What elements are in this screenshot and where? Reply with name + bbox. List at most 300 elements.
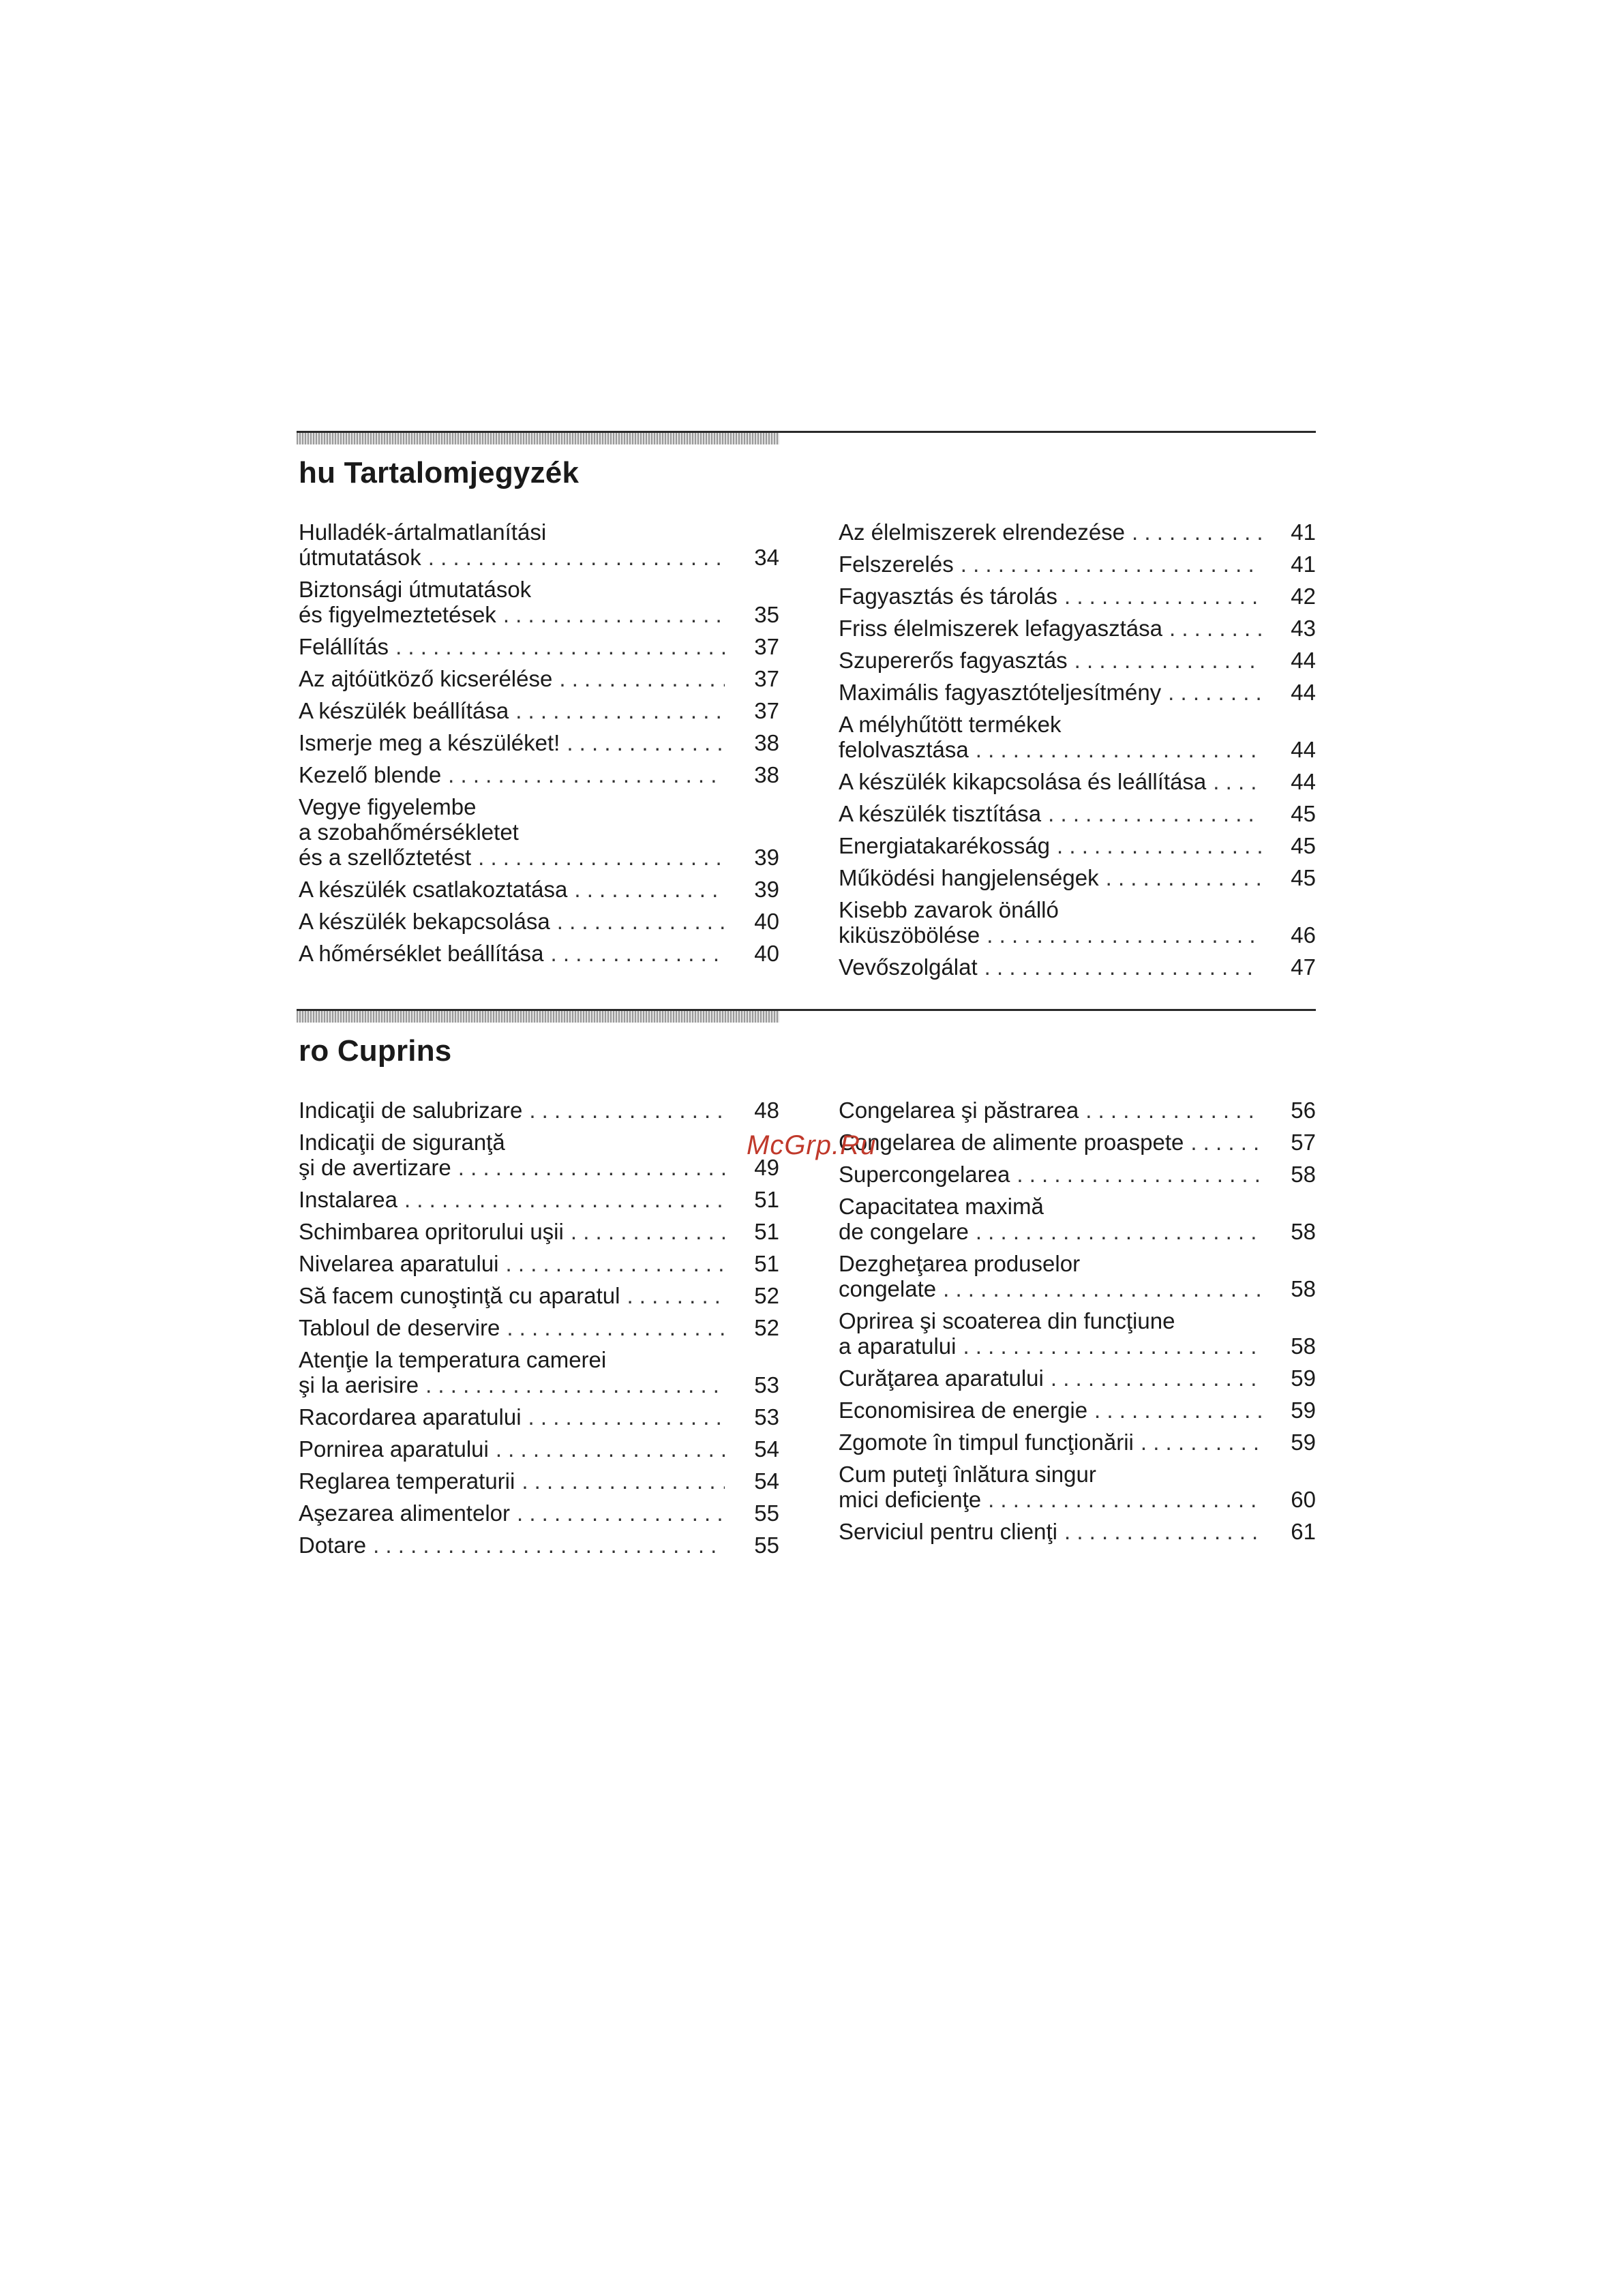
toc-entry-title xyxy=(839,712,1261,762)
dot-leader xyxy=(1206,769,1261,794)
toc-entry-title xyxy=(839,769,1261,794)
toc-entry-title xyxy=(839,954,1261,980)
toc-page-number: 37 xyxy=(754,634,779,659)
toc-page-number: 45 xyxy=(1291,833,1316,858)
toc-entry-title-line: Pornirea aparatului xyxy=(299,1436,489,1462)
toc-entry-last-line xyxy=(299,730,725,755)
toc-entry-last-line xyxy=(299,1436,725,1462)
dot-leader xyxy=(544,941,725,966)
toc-entry xyxy=(299,577,779,627)
toc-entry-last-line xyxy=(839,1487,1261,1512)
toc-entry-title xyxy=(299,909,725,934)
dot-leader xyxy=(441,762,725,787)
dot-leader xyxy=(954,552,1261,577)
toc-entry-title xyxy=(839,1365,1261,1391)
toc-entry-title xyxy=(839,801,1261,826)
toc-entry-title xyxy=(839,1194,1261,1244)
toc-entry-title-line: Congelarea de alimente proaspete xyxy=(839,1130,1184,1155)
toc-entry-title xyxy=(299,1347,725,1398)
toc-entry xyxy=(839,954,1316,980)
dot-leader xyxy=(1041,801,1261,826)
toc-entry-title-line: Oprirea şi scoaterea din funcţiune xyxy=(839,1308,1175,1333)
toc-entry-last-line xyxy=(299,845,725,870)
toc-page-number: 61 xyxy=(1291,1519,1316,1544)
toc-entry xyxy=(839,1462,1316,1512)
toc-entry xyxy=(839,833,1316,858)
toc-page-number: 59 xyxy=(1291,1398,1316,1423)
toc-entry-last-line xyxy=(839,648,1261,673)
dot-leader xyxy=(956,1333,1261,1359)
dot-leader xyxy=(969,737,1261,762)
toc-column-right xyxy=(839,519,1316,986)
toc-entry xyxy=(839,1098,1316,1123)
toc-entry-title xyxy=(299,762,725,787)
toc-entry-last-line xyxy=(839,1130,1261,1155)
toc-entry-last-line xyxy=(299,1468,725,1494)
dot-leader xyxy=(620,1283,725,1308)
toc-entry-title-line: Működési hangjelenségek xyxy=(839,865,1099,890)
toc-entry xyxy=(839,552,1316,577)
toc-page-number: 51 xyxy=(754,1187,779,1212)
toc-page-number: 37 xyxy=(754,698,779,723)
toc-column-left xyxy=(299,519,779,973)
dot-leader xyxy=(489,1436,725,1462)
toc-entry-last-line xyxy=(299,909,725,934)
toc-entry xyxy=(299,941,779,966)
toc-entry-title-line: A készülék kikapcsolása és leállítása xyxy=(839,769,1207,794)
toc-page-number: 57 xyxy=(1291,1130,1316,1155)
toc-entry-title-line: şi la aerisire xyxy=(299,1372,419,1398)
dot-leader xyxy=(980,922,1261,948)
toc-entry-title xyxy=(299,1436,725,1462)
toc-entry-title xyxy=(299,877,725,902)
dot-leader xyxy=(397,1187,725,1212)
toc-entry-title xyxy=(839,1162,1261,1187)
toc-entry xyxy=(839,680,1316,705)
dot-leader xyxy=(552,666,725,691)
toc-page-number: 54 xyxy=(754,1468,779,1494)
toc-entry-last-line xyxy=(839,865,1261,890)
section-rule-hatch xyxy=(297,1009,779,1023)
toc-entry-last-line xyxy=(839,737,1261,762)
toc-entry-title-line: Economisirea de energie xyxy=(839,1398,1088,1423)
toc-entry-last-line xyxy=(839,801,1261,826)
toc-entry-last-line xyxy=(299,1315,725,1340)
toc-entry-last-line xyxy=(839,616,1261,641)
toc-entry-last-line xyxy=(839,584,1261,609)
toc-entry-title xyxy=(299,1187,725,1212)
toc-page-number: 35 xyxy=(754,602,779,627)
toc-page-number: 51 xyxy=(754,1219,779,1244)
dot-leader xyxy=(1161,680,1261,705)
toc-page-number: 48 xyxy=(754,1098,779,1123)
dot-leader xyxy=(567,877,725,902)
toc-page-number: 53 xyxy=(754,1404,779,1430)
toc-page-number: 51 xyxy=(754,1251,779,1276)
section-rule-line xyxy=(297,1009,1316,1011)
toc-entry-title xyxy=(839,1130,1261,1155)
toc-entry xyxy=(299,730,779,755)
toc-entry-title xyxy=(299,1283,725,1308)
toc-entry-title-line: Az élelmiszerek elrendezése xyxy=(839,519,1126,545)
toc-entry-last-line xyxy=(839,1365,1261,1391)
toc-entry-title xyxy=(839,552,1261,577)
toc-entry-title-line: felolvasztása xyxy=(839,737,969,762)
toc-entry-title xyxy=(299,666,725,691)
toc-entry xyxy=(839,897,1316,948)
dot-leader xyxy=(1125,519,1261,545)
toc-entry-title-line: Serviciul pentru clienţi xyxy=(839,1519,1057,1544)
toc-entry-last-line xyxy=(839,1098,1261,1123)
toc-entry-title-line: Hulladék-ártalmatlanítási xyxy=(299,519,547,545)
toc-page-number: 41 xyxy=(1291,519,1316,545)
toc-entry-title-line: Indicaţii de salubrizare xyxy=(299,1098,523,1123)
toc-entry-last-line xyxy=(299,545,725,570)
dot-leader xyxy=(451,1155,725,1180)
toc-page-number: 42 xyxy=(1291,584,1316,609)
toc-entry-last-line xyxy=(299,877,725,902)
dot-leader xyxy=(936,1276,1261,1301)
toc-entry-title xyxy=(299,519,725,570)
toc-entry-last-line xyxy=(839,680,1261,705)
toc-entry-title-line: Fagyasztás és tárolás xyxy=(839,584,1057,609)
toc-entry-last-line xyxy=(839,833,1261,858)
toc-entry-last-line xyxy=(299,1098,725,1123)
toc-entry-title-line: A hőmérséklet beállítása xyxy=(299,941,544,966)
toc-entry-title-line: Cum puteţi înlătura singur xyxy=(839,1462,1096,1487)
toc-entry-last-line xyxy=(839,769,1261,794)
toc-page-number: 44 xyxy=(1291,769,1316,794)
toc-entry-title-line: Biztonsági útmutatások xyxy=(299,577,532,602)
toc-entry-title-line: Dotare xyxy=(299,1532,367,1558)
toc-page-number: 52 xyxy=(754,1283,779,1308)
toc-entry xyxy=(299,1130,779,1180)
toc-entry-title xyxy=(839,519,1261,545)
dot-leader xyxy=(499,1251,725,1276)
section-rule-line xyxy=(297,431,1316,433)
toc-entry-title xyxy=(839,897,1261,948)
toc-entry-title xyxy=(839,833,1261,858)
toc-page-number: 37 xyxy=(754,666,779,691)
toc-entry-title-line: Kezelő blende xyxy=(299,762,442,787)
toc-page-number: 39 xyxy=(754,845,779,870)
toc-page-number: 56 xyxy=(1291,1098,1316,1123)
toc-entry xyxy=(299,1347,779,1398)
toc-entry xyxy=(839,616,1316,641)
dot-leader xyxy=(1162,616,1261,641)
toc-entry-title xyxy=(839,1462,1261,1512)
toc-entry-title xyxy=(839,1519,1261,1544)
toc-page-number: 41 xyxy=(1291,552,1316,577)
dot-leader xyxy=(1099,865,1261,890)
toc-entry-last-line xyxy=(839,552,1261,577)
toc-page-number: 38 xyxy=(754,762,779,787)
toc-entry-title-line: Supercongelarea xyxy=(839,1162,1010,1187)
toc-entry xyxy=(299,1219,779,1244)
toc-entry-title-line: Felszerelés xyxy=(839,552,954,577)
toc-page-number: 34 xyxy=(754,545,779,570)
dot-leader xyxy=(1079,1098,1261,1123)
toc-entry xyxy=(299,1187,779,1212)
toc-entry xyxy=(299,877,779,902)
toc-entry-title-line: şi de avertizare xyxy=(299,1155,451,1180)
toc-entry-title xyxy=(299,577,725,627)
toc-entry-title-line: A mélyhűtött termékek xyxy=(839,712,1062,737)
toc-entry-title-line: Tabloul de deservire xyxy=(299,1315,500,1340)
toc-entry xyxy=(839,1251,1316,1301)
watermark: McGrp.Ru xyxy=(747,1130,877,1160)
toc-entry xyxy=(299,698,779,723)
toc-entry-title xyxy=(839,1430,1261,1455)
dot-leader xyxy=(509,698,725,723)
toc-entry xyxy=(839,584,1316,609)
toc-entry-title-line: A készülék csatlakoztatása xyxy=(299,877,568,902)
toc-entry-last-line xyxy=(839,1276,1261,1301)
toc-entry xyxy=(299,1436,779,1462)
toc-page-number: 43 xyxy=(1291,616,1316,641)
dot-leader xyxy=(550,909,725,934)
toc-entry-title xyxy=(839,1251,1261,1301)
toc-entry-last-line xyxy=(299,1155,725,1180)
dot-leader xyxy=(522,1404,725,1430)
dot-leader xyxy=(564,1219,725,1244)
toc-entry-title-line: A készülék tisztítása xyxy=(839,801,1042,826)
toc-page-number: 54 xyxy=(754,1436,779,1462)
toc-page-number: 39 xyxy=(754,877,779,902)
toc-entry-last-line xyxy=(839,1398,1261,1423)
toc-entry-last-line xyxy=(299,1404,725,1430)
toc-entry-title-line: A készülék bekapcsolása xyxy=(299,909,550,934)
toc-entry-title xyxy=(839,584,1261,609)
toc-entry xyxy=(839,801,1316,826)
toc-entry-title xyxy=(839,648,1261,673)
toc-entry xyxy=(839,1130,1316,1155)
toc-entry-title xyxy=(299,794,725,870)
toc-entry-title-line: Vevőszolgálat xyxy=(839,954,978,980)
toc-entry-title xyxy=(299,1468,725,1494)
toc-entry-last-line xyxy=(299,1187,725,1212)
toc-entry-title-line: Ismerje meg a készüléket! xyxy=(299,730,560,755)
toc-entry-title-line: Felállítás xyxy=(299,634,389,659)
toc-entry-last-line xyxy=(299,602,725,627)
dot-leader xyxy=(1050,833,1261,858)
toc-entry-last-line xyxy=(299,1219,725,1244)
toc-entry-title-line: Instalarea xyxy=(299,1187,397,1212)
toc-entry-title xyxy=(839,1308,1261,1359)
dot-leader xyxy=(366,1532,725,1558)
toc-entry-last-line xyxy=(299,634,725,659)
toc-entry-title xyxy=(839,865,1261,890)
toc-entry-title xyxy=(299,634,725,659)
dot-leader xyxy=(560,730,725,755)
toc-entry-title-line: és a szellőztetést xyxy=(299,845,472,870)
toc-entry xyxy=(299,1283,779,1308)
toc-entry-title xyxy=(299,1315,725,1340)
toc-page-number: 40 xyxy=(754,941,779,966)
toc-entry xyxy=(839,1308,1316,1359)
toc-entry-title xyxy=(299,1532,725,1558)
toc-page-number: 55 xyxy=(754,1500,779,1526)
toc-entry-title xyxy=(839,1398,1261,1423)
toc-entry-title-line: A készülék beállítása xyxy=(299,698,509,723)
toc-entry-title-line: Indicaţii de siguranţă xyxy=(299,1130,505,1155)
toc-entry-last-line xyxy=(839,922,1261,948)
toc-entry-last-line xyxy=(839,954,1261,980)
dot-leader xyxy=(1044,1365,1261,1391)
toc-page-number: 38 xyxy=(754,730,779,755)
dot-leader xyxy=(419,1372,725,1398)
toc-entry-title-line: Energiatakarékosság xyxy=(839,833,1051,858)
toc-entry-title-line: Aşezarea alimentelor xyxy=(299,1500,510,1526)
toc-entry-last-line xyxy=(299,1532,725,1558)
toc-entry-title-line: a szobahőmérsékletet xyxy=(299,819,519,845)
dot-leader xyxy=(1057,1519,1261,1544)
toc-page-number: 55 xyxy=(754,1532,779,1558)
toc-entry xyxy=(299,634,779,659)
toc-entry xyxy=(299,1315,779,1340)
toc-entry-title xyxy=(299,1500,725,1526)
toc-entry-last-line xyxy=(839,1219,1261,1244)
toc-entry-title-line: Vegye figyelembe xyxy=(299,794,477,819)
toc-entry-last-line xyxy=(299,666,725,691)
toc-entry xyxy=(839,1365,1316,1391)
toc-entry-title-line: Congelarea şi păstrarea xyxy=(839,1098,1079,1123)
toc-entry-last-line xyxy=(299,698,725,723)
toc-page-number: 60 xyxy=(1291,1487,1316,1512)
toc-entry-title xyxy=(839,680,1261,705)
toc-entry-title xyxy=(299,941,725,966)
toc-entry-last-line xyxy=(299,762,725,787)
toc-entry-title-line: kiküszöbölése xyxy=(839,922,980,948)
toc-page-number: 58 xyxy=(1291,1162,1316,1187)
toc-page-number: 40 xyxy=(754,909,779,934)
toc-entry xyxy=(299,762,779,787)
toc-entry-title-line: Să facem cunoştinţă cu aparatul xyxy=(299,1283,620,1308)
section-rule-hatch xyxy=(297,431,779,444)
toc-entry xyxy=(839,1162,1316,1187)
toc-entry xyxy=(299,794,779,870)
toc-entry-last-line xyxy=(839,1333,1261,1359)
toc-entry-title xyxy=(839,1098,1261,1123)
toc-entry-title xyxy=(839,616,1261,641)
toc-page-number: 53 xyxy=(754,1372,779,1398)
toc-page-number: 52 xyxy=(754,1315,779,1340)
toc-entry-title-line: Az ajtóütköző kicserélése xyxy=(299,666,553,691)
toc-entry-last-line xyxy=(839,1519,1261,1544)
toc-entry-title-line: Reglarea temperaturii xyxy=(299,1468,515,1494)
toc-entry-title-line: Racordarea aparatului xyxy=(299,1404,522,1430)
toc-entry-title-line: Schimbarea opritorului uşii xyxy=(299,1219,564,1244)
toc-page-number: 46 xyxy=(1291,922,1316,948)
toc-page-number: 58 xyxy=(1291,1276,1316,1301)
dot-leader xyxy=(389,634,725,659)
toc-page-number: 58 xyxy=(1291,1333,1316,1359)
dot-leader xyxy=(978,954,1261,980)
toc-page-number: 58 xyxy=(1291,1219,1316,1244)
section-title: ro Cuprins xyxy=(299,1034,452,1068)
toc-entry-title xyxy=(299,1404,725,1430)
dot-leader xyxy=(496,602,725,627)
toc-entry xyxy=(299,909,779,934)
toc-entry xyxy=(299,1251,779,1276)
toc-entry xyxy=(299,1532,779,1558)
toc-entry-title xyxy=(299,698,725,723)
toc-entry-last-line xyxy=(299,941,725,966)
dot-leader xyxy=(510,1500,725,1526)
dot-leader xyxy=(471,845,725,870)
toc-entry xyxy=(839,1194,1316,1244)
toc-entry xyxy=(839,769,1316,794)
toc-entry-title xyxy=(299,1219,725,1244)
toc-entry-last-line xyxy=(839,519,1261,545)
toc-page-number: 49 xyxy=(754,1155,779,1180)
toc-entry-title-line: Atenţie la temperatura camerei xyxy=(299,1347,607,1372)
dot-leader xyxy=(981,1487,1261,1512)
dot-leader xyxy=(1134,1430,1261,1455)
toc-entry xyxy=(839,1519,1316,1544)
dot-leader xyxy=(1057,584,1261,609)
toc-entry-title-line: útmutatások xyxy=(299,545,421,570)
dot-leader xyxy=(421,545,725,570)
toc-entry-title-line: de congelare xyxy=(839,1219,969,1244)
toc-entry xyxy=(839,648,1316,673)
dot-leader xyxy=(522,1098,725,1123)
toc-page-number: 45 xyxy=(1291,865,1316,890)
toc-page-number: 44 xyxy=(1291,737,1316,762)
toc-entry-title xyxy=(299,1098,725,1123)
toc-entry-last-line xyxy=(839,1430,1261,1455)
toc-entry-title-line: Curăţarea aparatului xyxy=(839,1365,1044,1391)
toc-entry-title-line: congelate xyxy=(839,1276,937,1301)
toc-page-number: 45 xyxy=(1291,801,1316,826)
toc-entry-title-line: Friss élelmiszerek lefagyasztása xyxy=(839,616,1162,641)
toc-entry xyxy=(299,1500,779,1526)
toc-entry xyxy=(299,519,779,570)
section-title: hu Tartalomjegyzék xyxy=(299,456,580,489)
toc-entry xyxy=(839,865,1316,890)
toc-entry-title-line: Nivelarea aparatului xyxy=(299,1251,499,1276)
toc-entry-title xyxy=(299,730,725,755)
toc-entry-title-line: Zgomote în timpul funcţionării xyxy=(839,1430,1134,1455)
toc-entry xyxy=(839,712,1316,762)
toc-page-number: 59 xyxy=(1291,1365,1316,1391)
toc-page-number: 44 xyxy=(1291,680,1316,705)
dot-leader xyxy=(1010,1162,1261,1187)
toc-entry-title-line: mici deficienţe xyxy=(839,1487,982,1512)
toc-entry-title-line: Szupererős fagyasztás xyxy=(839,648,1068,673)
toc-entry-last-line xyxy=(299,1251,725,1276)
toc-entry xyxy=(299,1098,779,1123)
dot-leader xyxy=(515,1468,725,1494)
dot-leader xyxy=(1068,648,1261,673)
toc-entry-title-line: Maximális fagyasztóteljesítmény xyxy=(839,680,1162,705)
toc-entry-title-line: Capacitatea maximă xyxy=(839,1194,1044,1219)
dot-leader xyxy=(1184,1130,1261,1155)
toc-page-number: 44 xyxy=(1291,648,1316,673)
toc-entry-last-line xyxy=(839,1162,1261,1187)
toc-entry-title-line: és figyelmeztetések xyxy=(299,602,496,627)
toc-entry xyxy=(839,1430,1316,1455)
dot-leader xyxy=(500,1315,725,1340)
toc-entry xyxy=(299,1404,779,1430)
toc-entry xyxy=(839,1398,1316,1423)
toc-entry xyxy=(299,666,779,691)
toc-entry-title-line: Dezgheţarea produselor xyxy=(839,1251,1081,1276)
dot-leader xyxy=(969,1219,1261,1244)
toc-entry-last-line xyxy=(299,1372,725,1398)
dot-leader xyxy=(1087,1398,1261,1423)
toc-page-number: 59 xyxy=(1291,1430,1316,1455)
